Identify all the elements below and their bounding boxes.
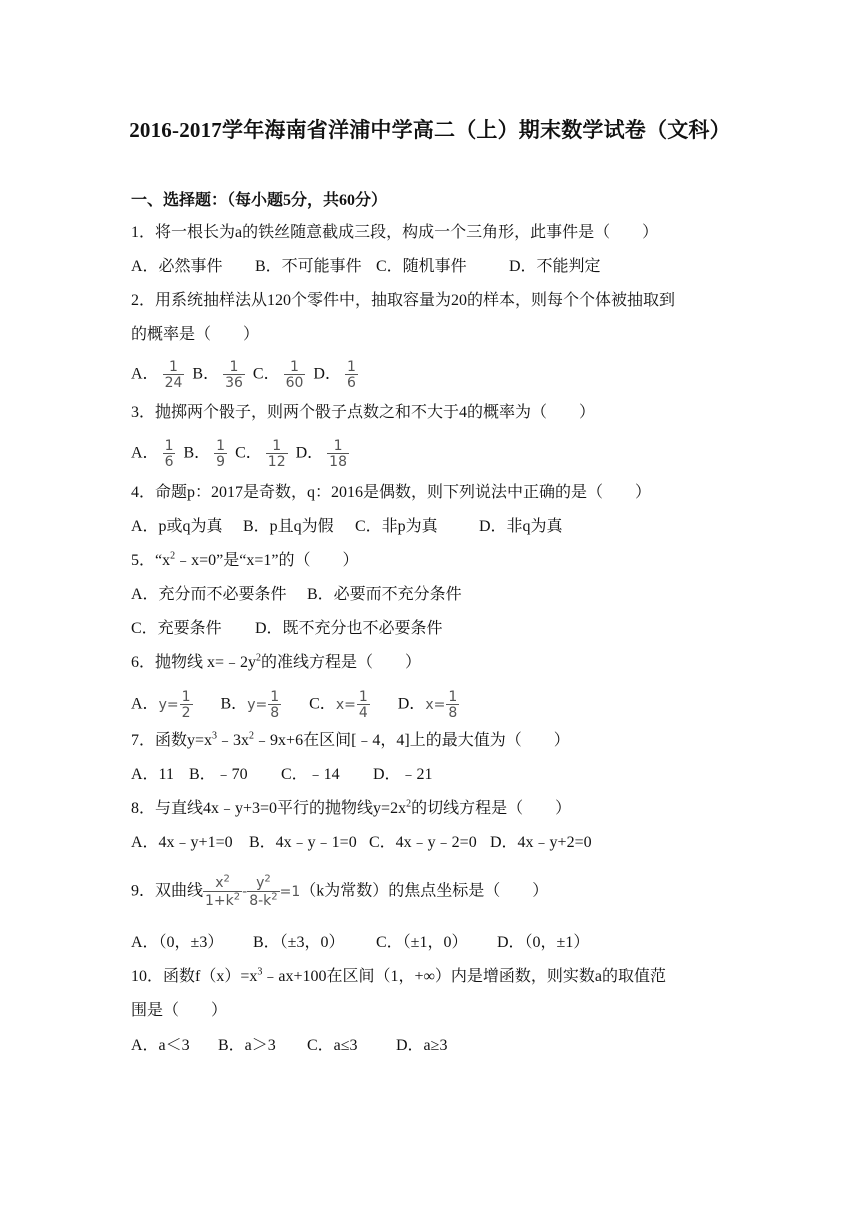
denominator: 8 (270, 705, 280, 721)
option-b: B． (220, 695, 248, 713)
numerator: 1 (448, 689, 458, 705)
option-a: A．必然事件 (131, 258, 223, 275)
question-3-options (131, 439, 353, 469)
question-10-options (131, 1035, 447, 1057)
option-d: D．非q为真 (479, 518, 563, 535)
denominator: 8 (448, 705, 458, 721)
option-d: D． (295, 444, 324, 462)
fraction (223, 360, 245, 390)
option-c: C．充要条件 (131, 620, 222, 637)
question-9-stem (131, 875, 548, 909)
fraction (266, 439, 288, 469)
option-c: C．a≤3 (307, 1037, 358, 1054)
question-6-stem (131, 652, 421, 674)
denominator: 2 (181, 705, 191, 721)
stem-text: 9．双曲线 (131, 882, 204, 900)
option-c: C．随机事件 (376, 258, 467, 275)
numerator: 1 (346, 359, 356, 375)
option-c: C．非p为真 (355, 518, 438, 535)
stem-text: ﹣9x+6在区间[﹣4，4]上的最大值为（ ） (254, 732, 570, 749)
numerator-text: y (256, 875, 265, 891)
denominator: 4 (358, 705, 368, 721)
option-a: A．（0，±3） (131, 934, 224, 951)
option-a: A． (131, 444, 159, 462)
denominator: 12 (267, 454, 286, 470)
fraction (284, 360, 306, 390)
fraction (163, 439, 176, 469)
denominator: 6 (346, 375, 356, 391)
question-1-options (131, 256, 601, 278)
stem-text: ﹣x=0”是“x=1”的（ ） (175, 552, 359, 569)
stem-text: ﹣ax+100在区间（1，+∞）内是增函数，则实数a的取值范 (262, 968, 667, 985)
superscript: 3 (257, 966, 263, 978)
superscript: 2 (256, 652, 262, 664)
option-b: B．（±3，0） (253, 934, 345, 951)
denominator: 18 (329, 454, 347, 470)
option-d: D．4x﹣y+2=0 (490, 834, 592, 851)
stem-text: 5．“x (131, 552, 171, 569)
option-a: A．a＜3 (131, 1037, 190, 1054)
denominator: 6 (164, 454, 174, 470)
option-a: A． (131, 695, 159, 713)
question-6-options (131, 690, 463, 720)
question-2-stem: 2．用系统抽样法从120个零件中，抽取容量为20的样本，则每个个体被抽取到 (131, 292, 676, 309)
option-d: D．﹣21 (373, 766, 433, 783)
stem-text: 7．函数y=x (131, 732, 213, 749)
numerator: 1 (216, 438, 226, 454)
denominator: 36 (225, 375, 243, 391)
stem-text: 6．抛物线 x=﹣2y (131, 654, 257, 671)
question-10-stem (131, 966, 666, 988)
stem-text: 8．与直线4x﹣y+3=0平行的抛物线y=2x (131, 800, 407, 817)
option-c: C． (235, 444, 262, 462)
superscript: 2 (271, 891, 278, 903)
question-8-options (131, 832, 592, 854)
fraction (247, 875, 279, 909)
denominator-text: 1+k (205, 893, 234, 909)
denominator (203, 891, 242, 909)
question-7-stem (131, 730, 570, 752)
stem-text: （k为常数）的焦点坐标是（ ） (300, 882, 549, 900)
superscript: 3 (212, 730, 218, 742)
question-5-options-row2 (131, 618, 443, 640)
option-b: B．不可能事件 (255, 258, 362, 275)
option-a: A．充分而不必要条件 (131, 586, 287, 603)
stem-text: 的切线方程是（ ） (411, 800, 572, 817)
option-d: D． (397, 695, 426, 713)
option-c: C． (252, 365, 280, 383)
question-4-stem: 4．命题p：2017是奇数，q：2016是偶数，则下列说法中正确的是（ ） (131, 484, 652, 501)
option-b: B．p且q为假 (243, 518, 334, 535)
stem-text: 的准线方程是（ ） (261, 654, 422, 671)
denominator: 9 (216, 454, 226, 470)
option-a: A． (131, 365, 159, 383)
fraction (163, 360, 185, 390)
question-8-stem (131, 798, 571, 820)
option-label: y= (247, 697, 268, 713)
stem-text: 10．函数f（x）=x (131, 968, 258, 985)
option-d: D．a≥3 (396, 1037, 448, 1054)
option-c: C．4x﹣y﹣2=0 (369, 834, 477, 851)
numerator: 1 (169, 359, 178, 375)
numerator: 1 (229, 359, 239, 375)
question-5-options-row1 (131, 584, 462, 606)
question-4-options (131, 516, 563, 538)
denominator: 24 (164, 375, 183, 391)
question-7-options (131, 764, 433, 786)
question-1-stem: 1．将一根长为a的铁丝随意截成三段，构成一个三角形，此事件是（ ） (131, 224, 659, 241)
superscript: 2 (223, 873, 230, 885)
option-d: D．（0，±1） (497, 934, 590, 951)
superscript: 2 (233, 891, 241, 903)
option-label: x= (335, 697, 356, 713)
fraction (203, 875, 242, 909)
superscript: 2 (264, 873, 271, 885)
fraction (180, 690, 193, 720)
option-d: D． (313, 365, 341, 383)
question-2-stem-cont: 的概率是（ ） (131, 326, 260, 343)
fraction (446, 690, 459, 720)
option-c: C．（±1，0） (376, 934, 468, 951)
option-a: A．4x﹣y+1=0 (131, 834, 233, 851)
stem-text: ﹣3x (217, 732, 250, 749)
option-b: B． (183, 444, 211, 462)
superscript: 2 (406, 798, 412, 810)
section-heading: 一、选择题：（每小题5分，共60分） (131, 192, 388, 209)
option-d: D．不能判定 (509, 258, 601, 275)
option-b: B．必要而不充分条件 (307, 586, 462, 603)
equals-one: =1 (279, 884, 301, 900)
option-a: A．11 (131, 766, 174, 783)
numerator: 1 (290, 359, 299, 375)
question-9-options (131, 932, 589, 954)
denominator (247, 891, 279, 909)
superscript: 2 (249, 730, 255, 742)
question-3-stem: 3．抛掷两个骰子，则两个骰子点数之和不大于4的概率为（ ） (131, 404, 596, 421)
option-b: B．4x﹣y﹣1=0 (249, 834, 357, 851)
question-5-stem (131, 550, 358, 572)
fraction (357, 690, 370, 720)
fraction (214, 439, 227, 469)
option-label: y= (158, 697, 179, 713)
question-2-options (131, 360, 362, 390)
fraction (268, 690, 281, 720)
fraction (345, 360, 358, 390)
question-10-stem-cont: 围是（ ） (131, 1002, 228, 1019)
numerator: 1 (164, 438, 174, 454)
minus-sign: - (242, 884, 248, 900)
denominator-text: 8-k (249, 893, 272, 909)
numerator-text: x (215, 875, 224, 891)
numerator: 1 (270, 689, 280, 705)
superscript: 2 (170, 550, 176, 562)
option-c: C．﹣14 (281, 766, 340, 783)
option-d: D．既不充分也不必要条件 (255, 620, 443, 637)
fraction (327, 439, 349, 469)
numerator: 1 (333, 438, 343, 454)
numerator: 1 (272, 438, 282, 454)
option-b: B． (192, 365, 220, 383)
option-b: B．﹣70 (189, 766, 248, 783)
option-a: A．p或q为真 (131, 518, 223, 535)
option-b: B．a＞3 (218, 1037, 276, 1054)
page-title: 2016-2017学年海南省洋浦中学高二（上）期末数学试卷（文科） (129, 118, 731, 142)
numerator (256, 875, 271, 891)
option-c: C． (309, 695, 336, 713)
numerator (215, 875, 230, 891)
numerator: 1 (181, 689, 191, 705)
option-label: x= (425, 697, 446, 713)
denominator: 60 (285, 375, 304, 391)
numerator: 1 (358, 689, 368, 705)
